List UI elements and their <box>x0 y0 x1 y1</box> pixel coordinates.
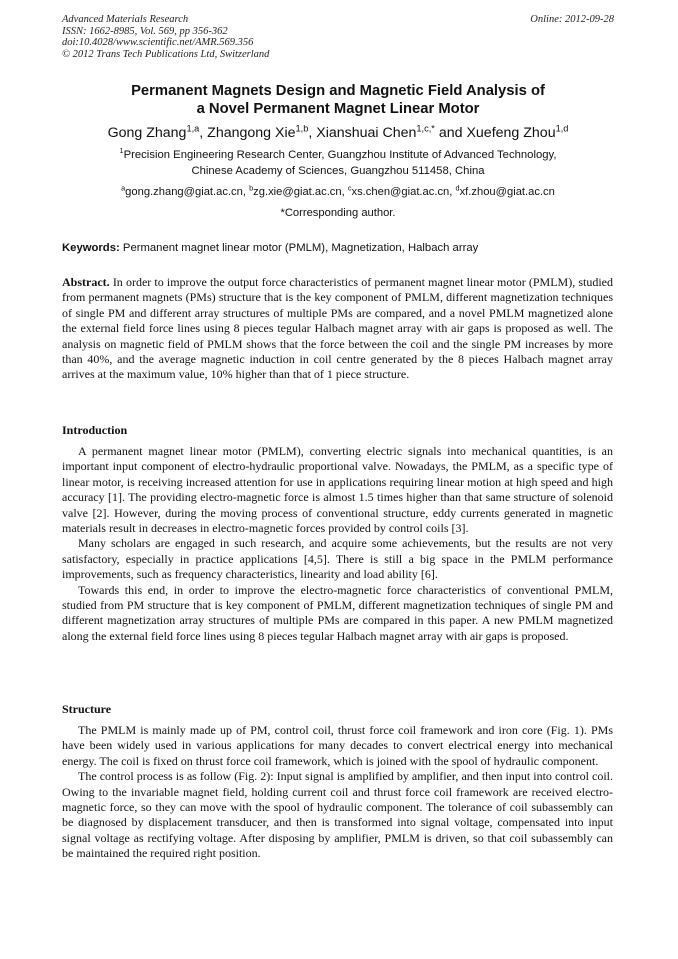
introduction-body <box>62 444 613 644</box>
title-line-2: a Novel Permanent Magnet Linear Motor <box>196 101 480 117</box>
paragraph: Many scholars are engaged in such research, and acquire some achievements, but the results are not very satisfactory, especially in practice applications [4,5]. There is still a big space in the PMLM performance improvements, such as frequency characteristics, linearity and load ability [6]. <box>62 536 613 582</box>
paragraph: Towards this end, in order to improve the electro-magnetic force characteristics of conventional PMLM, studied from PM structure that is key component of PMLM, different magnetization techniques of single PM and different magnetization array structures of multiple PMs are compared in this paper. A new PMLM magnetized along the external field force lines using 8 pieces tegular Halbach magnet array with air gaps is proposed. <box>62 582 613 643</box>
introduction-heading: Introduction <box>62 423 128 437</box>
email[interactable]: $^b$zg.xie@giat.ac.cn <box>249 183 342 198</box>
keywords-label: Keywords: <box>62 242 120 254</box>
journal-header <box>62 14 269 60</box>
email[interactable]: $^c$xs.chen@giat.ac.cn <box>347 183 450 198</box>
author: Xuefeng Zhou$^{1,d}$ <box>466 123 569 141</box>
email-list: $^a$gong.zhang@giat.ac.cn, $^b$zg.xie@giat.ac.cn, $^c$xs.chen@giat.ac.cn, $^d$xf.zhou@giat.ac.cn <box>121 183 555 198</box>
affiliation-line-1: $^1$Precision Engineering Research Center, Guangzhou Institute of Advanced Technology, <box>119 146 557 161</box>
author: Zhangong Xie$^{1,b}$ <box>207 123 309 141</box>
doi: doi:10.4028/www.scientific.net/AMR.569.356 <box>62 37 254 49</box>
author: Gong Zhang$^{1,a}$ <box>107 123 200 141</box>
email[interactable]: $^a$gong.zhang@giat.ac.cn <box>121 183 243 198</box>
paragraph: A permanent magnet linear motor (PMLM), converting electric signals into mechanical quantities, is an important input component of electro-hydraulic proportional valve. Nowadays, the PMLM, as a specific type of linear motor, is receiving increased attention for use in applications requiring linear motion at high speed and high accuracy [1]. The providing electro-magnetic force is almost 1.5 times higher than that same structure of solenoid valve [2]. However, during the moving process of conventional structure, eddy currents generated in magnetic materials result in decreases in electro-magnetic forces provided by control coils [3]. <box>62 444 613 536</box>
corresponding-author-note: *Corresponding author. <box>280 207 396 219</box>
paragraph: The PMLM is mainly made up of PM, control coil, thrust force coil framework and iron core (Fig. 1). PMs have been widely used in various applications for many decades to convert electrical energy into mechanical energy. The coil is fixed on thrust force coil framework, which is joined with the spool of hydraulic component. <box>62 723 613 768</box>
title-line-1: Permanent Magnets Design and Magnetic Field Analysis of <box>131 83 545 99</box>
online-date: Online: 2012-09-28 <box>530 14 614 25</box>
keywords-text: Permanent magnet linear motor (PMLM), Magnetization, Halbach array <box>122 242 479 254</box>
issn: ISSN: 1662-8985, Vol. 569, pp 356-362 <box>62 25 228 37</box>
author: Xianshuai Chen$^{1,c,*}$ <box>316 123 435 141</box>
email[interactable]: $^d$xf.zhou@giat.ac.cn <box>455 183 555 198</box>
paper-title <box>62 82 614 118</box>
abstract <box>62 275 613 383</box>
author-list: Gong Zhang$^{1,a}$, Zhangong Xie$^{1,b}$, Xianshuai Chen$^{1,c,*}$ and Xuefeng Zhou$^{1,d}$ <box>107 123 569 141</box>
structure-heading: Structure <box>62 702 112 716</box>
copyright: © 2012 Trans Tech Publications Ltd, Switzerland <box>62 48 270 60</box>
abstract-text: In order to improve the output force characteristics of permanent magnet linear motor (PMLM), studied from permanent magnets (PMs) structure that is the key component of PMLM, different magnetization techniques of single PM and different array structures of multiple PMs are compared, and a novel PMLM magnetized alone the external field force lines using 8 pieces tegular Halbach magnet array with air gaps is proposed as well. The analysis on magnetic field of PMLM shows that the force between the coil and the single PM increases by more than 40%, and the average magnetic induction in coil centre generated by the 8 pieces Halbach magnet array arrives at the maximum value, 10% higher than that of 1 piece structure. <box>62 275 614 382</box>
journal-name: Advanced Materials Research <box>62 14 189 25</box>
paragraph: The control process is as follow (Fig. 2): Input signal is amplified by amplifier, and then input into control coil. Owing to the invariable magnet field, holding current coil and thrust force coil framework are received electro-magnetic force, so they can move with the spool of hydraulic component. The tolerance of coil subassembly can be diagnosed by displacement transducer, and then is transformed into signal voltage, compensated into input signal voltage as rectifying voltage. After disposing by amplifier, PMLM is driven, so that coil subassembly can be maintained the required right position. <box>62 769 613 861</box>
affiliation <box>62 148 614 179</box>
abstract-label: Abstract. <box>62 275 110 289</box>
keywords <box>62 241 614 256</box>
structure-body <box>62 723 613 862</box>
affiliation-line-2: Chinese Academy of Sciences, Guangzhou 511458, China <box>191 164 485 177</box>
